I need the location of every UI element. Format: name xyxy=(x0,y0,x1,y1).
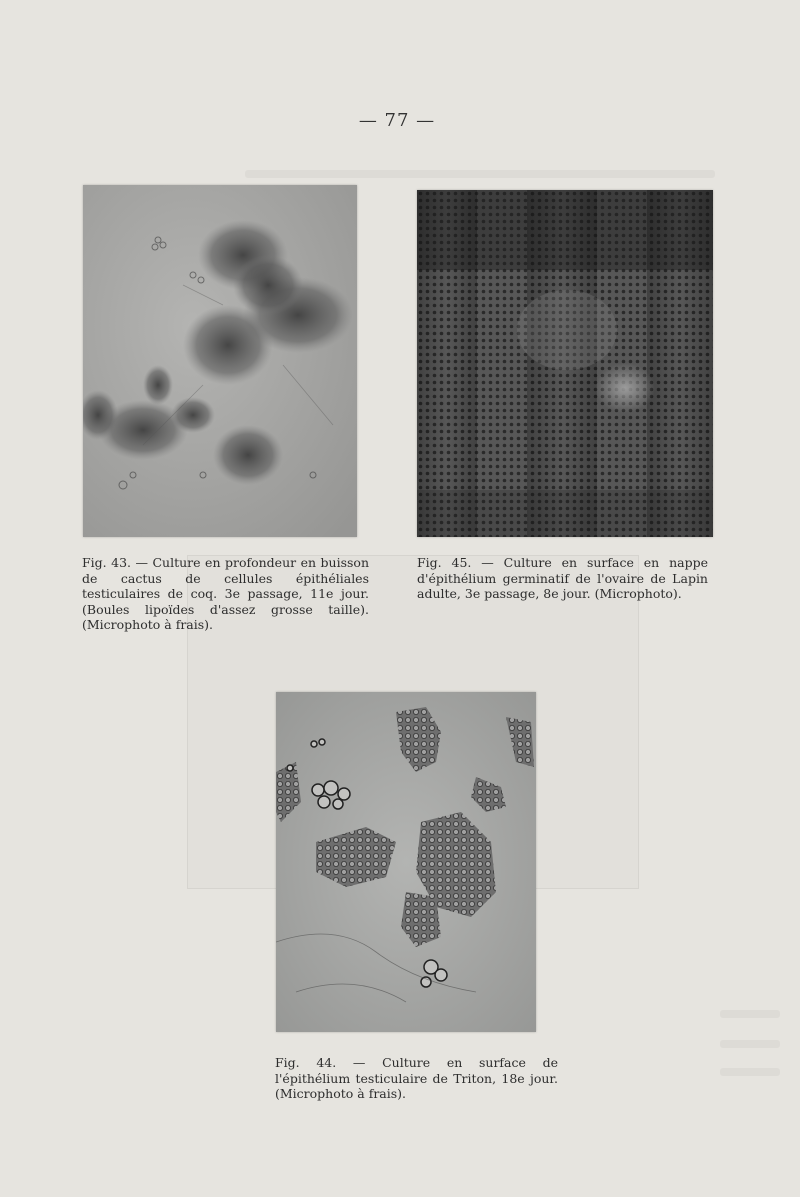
figure-43-micrograph xyxy=(83,185,357,537)
figure-44-micrograph xyxy=(276,692,536,1032)
page-number: — 77 — xyxy=(358,110,436,131)
bleed-through-line xyxy=(720,1010,780,1018)
micrograph-cell-clusters xyxy=(83,185,357,537)
bleed-through-line xyxy=(720,1068,780,1076)
caption-text: Fig. 43. — Culture en profondeur en buisson de cactus de cellules épithéliales testiculaires de coq. 3e passage, 11e jour. (Boules lipoïdes d'assez grosse taille). (Microphoto à frais). xyxy=(82,555,369,632)
figure-45-micrograph xyxy=(417,190,713,537)
micrograph-testicular-epithelium xyxy=(276,692,536,1032)
bleed-through-line xyxy=(720,1040,780,1048)
figure-44-caption xyxy=(275,1055,558,1102)
caption-text: Fig. 45. — Culture en surface en nappe d'épithélium germinatif de l'ovaire de Lapin adulte, 3e passage, 8e jour. (Microphoto). xyxy=(417,555,708,601)
figure-45-caption xyxy=(417,555,708,602)
bleed-through-line xyxy=(245,170,715,178)
micrograph-epithelium-sheet xyxy=(417,190,713,537)
caption-text: Fig. 44. — Culture en surface de l'épithélium testiculaire de Triton, 18e jour. (Microphoto à frais). xyxy=(275,1055,558,1101)
figure-43-caption xyxy=(82,555,369,633)
